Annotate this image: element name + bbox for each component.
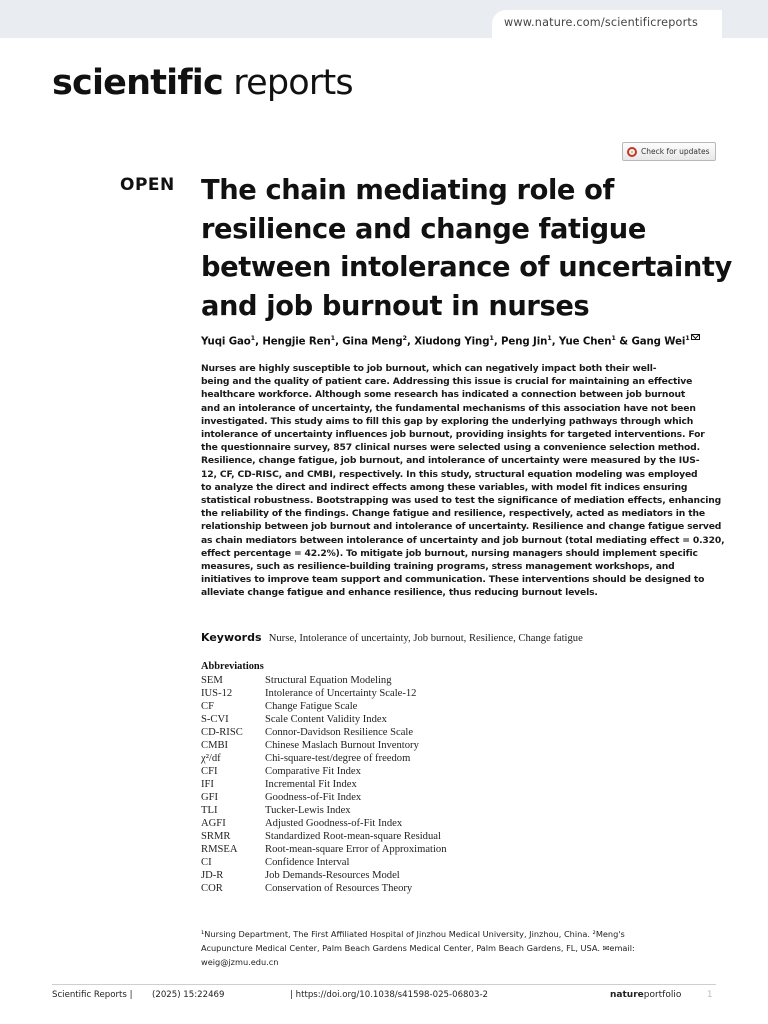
crossmark-icon [627,147,637,157]
abstract-line: healthcare workforce. Although some research has indicated a connection between job burnout [201,389,686,401]
author-name[interactable]: Peng Jin [501,336,548,348]
author-affiliation-sup: 1 [547,334,552,342]
abbreviation: COR [201,883,223,894]
abbreviation-row [201,882,447,895]
title-line: between intolerance of uncertainty [201,252,732,283]
abbreviation-definition: Tucker-Lewis Index [265,805,351,816]
abstract-line: alleviate change fatigue and enhance resilience, thus reducing burnout levels. [201,587,598,599]
abstract-line: relationship between job burnout and intolerance of uncertainty. Resilience and change fatigue served [201,521,722,533]
corresponding-email-link[interactable]: weig@jzmu.edu.cn [201,957,279,967]
abbreviation-definition: Standardized Root-mean-square Residual [265,831,441,842]
abbreviation-definition: Structural Equation Modeling [265,675,392,686]
abbreviation-row [201,713,447,726]
email-icon[interactable] [691,334,700,340]
abbreviation-row [201,687,447,700]
title-line: resilience and change fatigue [201,213,646,245]
brand-light: portfolio [643,990,682,1000]
author-name[interactable]: Xiudong Ying [414,336,490,348]
author-name[interactable]: Yuqi Gao [201,336,251,348]
abbreviation: IUS-12 [201,688,233,699]
abbreviation: TLI [201,805,218,816]
abbreviation-row [201,739,447,752]
abbreviation-definition: Confidence Interval [265,857,350,868]
abstract-line: measures, such as resilience-building training programs, stress management workshops, and [201,561,675,573]
abbreviation-row [201,700,447,713]
abstract-line: Nurses are highly susceptible to job burnout, which can negatively impact both their well- [201,363,657,374]
abstract-line: Resilience, change fatigue, job burnout, and intolerance of uncertainty were measured by the IUS- [201,455,700,467]
keywords [201,631,583,644]
journal-logo-bold: scientific [52,63,223,103]
abbreviation-definition: Adjusted Goodness-of-Fit Index [265,818,403,829]
abbreviation: SRMR [201,831,231,842]
author-affiliation-sup: 2 [402,334,407,342]
abstract-line: intolerance of uncertainty influences job burnout, providing insights for targeted interventions. For [201,429,705,441]
author-affiliation-sup: 1 [611,334,616,342]
abbreviation: S-CVI [201,714,229,725]
abbreviation-definition: Conservation of Resources Theory [265,883,413,894]
author-name[interactable]: Yue Chen [558,336,612,348]
abstract-line: statistical robustness. Bootstrapping was used to test the significance of mediation effects, enhancing [201,495,722,507]
abstract-line: being and the quality of patient care. Addressing this issue is crucial for maintaining an effective [201,376,693,388]
abbreviation-definition: Chi-square-test/degree of freedom [265,753,411,764]
title-line: The chain mediating role of [201,175,614,206]
author-name[interactable]: Hengjie Ren [262,336,331,348]
abbreviation-row [201,804,447,817]
abbreviation: RMSEA [201,844,238,855]
abstract-line: as chain mediators between intolerance of uncertainty and job burnout (total mediating effect = 0.320, [201,534,725,546]
open-access-label: OPEN [120,175,175,195]
abbreviation: SEM [201,675,223,686]
nature-portfolio-logo [610,990,681,1000]
abbreviation: CD-RISC [201,727,243,738]
author-name[interactable]: Gang Wei [631,336,686,348]
abbreviation: IFI [201,779,214,790]
keywords-text: Nurse, Intolerance of uncertainty, Job burnout, Resilience, Change fatigue [268,633,583,644]
affiliations [201,927,715,969]
abstract-line: 12, CF, CD-RISC, and CMBI, respectively. In this study, structural equation modeling was employed [201,468,698,480]
article-title [201,172,741,326]
abstract-line: the questionnaire survey, 857 clinical nurses were selected using a convenience selection method. [201,442,700,454]
footer-divider [52,984,716,985]
abbreviation-definition: Incremental Fit Index [265,779,357,790]
abbreviation-definition: Change Fatigue Scale [265,701,358,712]
brand-bold: nature [610,990,644,1000]
abbreviation: CF [201,701,214,712]
abbreviation-row [201,726,447,739]
abbreviation-row [201,830,447,843]
abstract-line: to analyze the direct and indirect effects among these variables, with model fit indices ensuring [201,481,688,493]
abbreviation: CMBI [201,740,229,751]
journal-logo-light: reports [233,63,353,103]
author-list: Yuqi Gao$^1$, Hengjie Ren$^1$, Gina Meng$^2$, Xiudong Ying$^1$, Peng Jin$^1$, Yue Chen$^1$ & Gang Wei$^1$ [201,334,700,347]
abstract-line: and an intolerance of uncertainty, the fundamental mechanisms of this association have not been [201,402,696,414]
abstract-line: the reliability of the findings. Change fatigue and resilience, respectively, acted as mediators in the [201,508,705,520]
title-line: and job burnout in nurses [201,290,590,322]
abbreviation: AGFI [201,818,226,829]
abbreviations-heading: Abbreviations [201,661,264,672]
abbreviation-definition: Intolerance of Uncertainty Scale-12 [265,688,417,699]
author-name[interactable]: Gina Meng [342,336,403,348]
abbreviation-definition: Root-mean-square Error of Approximation [265,844,447,855]
page-number: 1 [707,990,713,1000]
abbreviation-definition: Job Demands-Resources Model [265,870,400,881]
affiliation-line: ¹Nursing Department, The First Affiliated Hospital of Jinzhou Medical University, Jinzhou, China. ²Meng's [201,929,625,939]
abbreviation-row [201,674,447,687]
affiliation-line: Acupuncture Medical Center, Palm Beach Gardens Medical Center, Palm Beach Gardens, FL, USA. ✉email: [201,943,635,953]
check-for-updates-label: Check for updates [641,147,710,156]
check-for-updates-button[interactable] [622,142,716,161]
keywords-label: Keywords [201,631,262,644]
abbreviation: CFI [201,766,218,777]
author-affiliation-sup: 1 [330,334,336,342]
abstract-line: initiatives to improve team support and communication. These interventions should be designed to [201,574,705,586]
abstract-line: effect percentage = 42.2%). To mitigate job burnout, nursing managers should implement specific [201,547,698,559]
abbreviation: CI [201,857,212,868]
abbreviation-row [201,817,447,830]
abbreviations-table [201,674,447,895]
footer-year-issue: (2025) 15:22469 [152,990,225,1000]
journal-logo [52,63,353,103]
abstract [201,362,725,600]
abbreviation-row [201,856,447,869]
abbreviation-row [201,843,447,856]
abbreviation-definition: Connor-Davidson Resilience Scale [265,727,414,738]
abstract-line: investigated. This study aims to fill this gap by exploring the underlying pathways through which [201,415,694,427]
abbreviation: χ²/df [201,753,221,764]
abbreviation-definition: Chinese Maslach Burnout Inventory [265,740,419,751]
author-affiliation-sup: 1 [250,334,256,342]
abbreviation-row [201,791,447,804]
abbreviation-definition: Scale Content Validity Index [265,714,387,725]
footer-journal: Scientific Reports | [52,990,133,1000]
author-affiliation-sup: 1 [489,334,494,342]
abbreviation-row [201,752,447,765]
abbreviation: GFI [201,792,219,803]
abbreviation-definition: Goodness-of-Fit Index [265,792,362,803]
abbreviation-row [201,869,447,882]
footer-doi-link[interactable]: | https://doi.org/10.1038/s41598-025-06803-2 [290,990,489,1000]
journal-url-link[interactable]: www.nature.com/scientificreports [504,16,699,29]
author-affiliation-sup: 1 [685,334,690,342]
abbreviation-row [201,765,447,778]
abbreviation-definition: Comparative Fit Index [265,766,361,777]
abbreviation: JD-R [201,870,224,881]
abbreviation-row [201,778,447,791]
